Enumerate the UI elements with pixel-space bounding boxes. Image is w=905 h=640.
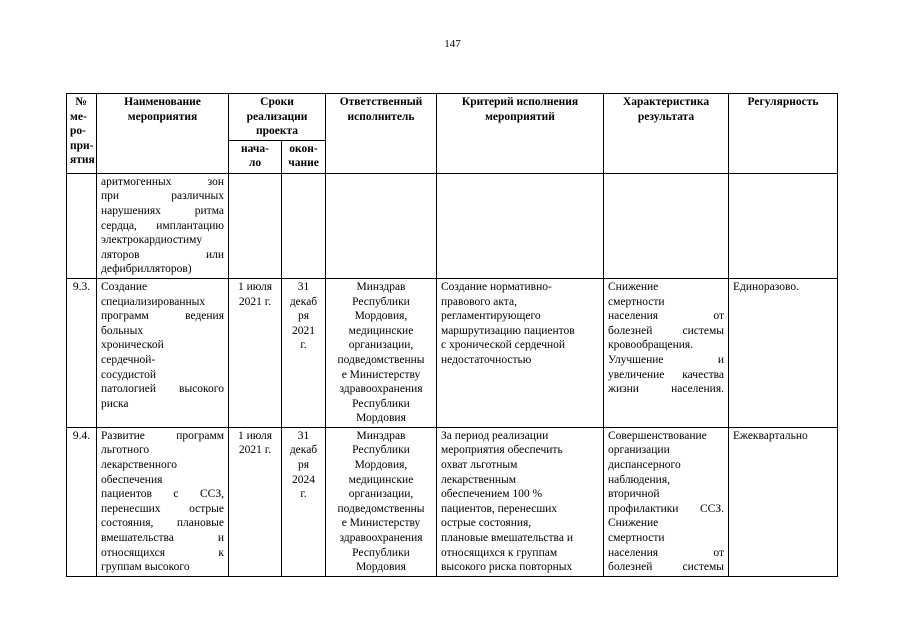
- measure-name-line: льготного: [101, 444, 150, 457]
- criterion-line: относящихся к группам: [441, 546, 558, 559]
- word: ритма: [194, 204, 224, 217]
- measure-name-line: [101, 487, 224, 502]
- word: при: [101, 190, 120, 203]
- regularity: Единоразово.: [729, 278, 838, 427]
- header-start: [229, 140, 282, 173]
- measure-name-line: сердечной-: [101, 353, 156, 366]
- word: населения: [608, 310, 659, 323]
- criterion-line: обеспечением 100 %: [441, 488, 543, 501]
- word: имплантацию: [156, 219, 224, 232]
- word: к: [218, 546, 224, 559]
- result-line: вторичной: [608, 488, 660, 501]
- table-row: [67, 278, 838, 427]
- measure-name-line: больных: [101, 324, 144, 337]
- responsible-line: медицинские: [348, 324, 414, 337]
- word: Развитие: [101, 429, 145, 442]
- measure-name-line: специализированных: [101, 295, 206, 308]
- result-line: [608, 560, 724, 575]
- measure-name-line: [101, 546, 224, 561]
- word: и: [717, 353, 724, 366]
- word: ведения: [185, 310, 224, 323]
- responsible: [326, 278, 437, 427]
- start-date-line: 1 июля: [237, 280, 273, 293]
- measures-table: [66, 93, 838, 577]
- end-date-line: ря: [297, 310, 310, 323]
- result-line: Снижение: [608, 517, 659, 530]
- result-line: диспансерного: [608, 459, 681, 472]
- measure-name-line: [101, 204, 224, 219]
- result-line: Совершенствование: [608, 429, 707, 442]
- header-end: [282, 140, 326, 173]
- result: [604, 278, 729, 427]
- result-line: организации: [608, 444, 670, 457]
- measure-name-line: лекарственного: [101, 459, 177, 472]
- end-date-line: 2024: [292, 473, 315, 486]
- criterion-line: маршрутизацию пациентов: [441, 324, 575, 337]
- responsible-line: организации,: [348, 488, 414, 501]
- measure-name-line: риска: [101, 397, 129, 410]
- responsible: [326, 427, 437, 576]
- start-date-line: 2021 г.: [238, 444, 272, 457]
- header-number-line: ро-: [70, 125, 86, 138]
- criterion-line: правового акта,: [441, 295, 517, 308]
- measure-name-line: [101, 309, 224, 324]
- responsible-line: Мордовия,: [354, 310, 408, 323]
- word: высокого: [179, 383, 224, 396]
- measure-name: [97, 278, 229, 427]
- criterion: [437, 278, 604, 427]
- measure-name-line: электрокардиостиму: [101, 234, 203, 247]
- start-date: [229, 173, 282, 278]
- responsible-line: здравоохранения: [339, 383, 423, 396]
- header-responsible: [326, 94, 437, 174]
- result: [604, 173, 729, 278]
- measure-name-line: [101, 516, 224, 531]
- table-row: [67, 427, 838, 576]
- word: зон: [207, 175, 224, 188]
- end-date-line: г.: [300, 488, 307, 501]
- start-date-line: 2021 г.: [238, 295, 272, 308]
- row-number: 9.3.: [67, 278, 97, 427]
- criterion-line: мероприятия обеспечить: [441, 444, 563, 457]
- criterion-line: плановые вмешательства и: [441, 532, 573, 545]
- measure-name: [97, 427, 229, 576]
- header-result-line: результата: [637, 110, 695, 123]
- header-dates-line: реализации: [246, 110, 308, 123]
- row-number: 9.4.: [67, 427, 97, 576]
- word: болезней: [608, 561, 653, 574]
- measure-name-line: хронической: [101, 339, 164, 352]
- responsible-line: Мордовия: [356, 561, 406, 574]
- responsible-line: Республики: [352, 444, 410, 457]
- word: профилактики: [608, 502, 679, 515]
- measure-name-line: группам высокого: [101, 561, 190, 574]
- criterion-line: Создание нормативно-: [441, 280, 552, 293]
- header-responsible-line: Ответственный: [339, 96, 423, 108]
- header-number-line: ме-: [70, 110, 87, 123]
- word: системы: [682, 324, 724, 337]
- word: и: [217, 532, 224, 545]
- result: [604, 427, 729, 576]
- word: от: [713, 546, 724, 559]
- word: жизни: [608, 383, 639, 396]
- result-line: [608, 309, 724, 324]
- result-line: наблюдения,: [608, 473, 670, 486]
- measure-name-line: обеспечения: [101, 473, 163, 486]
- word: от: [713, 310, 724, 323]
- word: патологией: [101, 383, 157, 396]
- result-line: смертности: [608, 295, 665, 308]
- end-date-line: 2021: [292, 324, 315, 337]
- measure-name-line: [101, 248, 224, 263]
- word: аритмогенных: [101, 175, 172, 188]
- table-row: [67, 173, 838, 278]
- header-name-line: Наименование: [124, 96, 201, 108]
- responsible-line: Республики: [352, 546, 410, 559]
- word: увеличение: [608, 368, 665, 381]
- measure-name-line: [101, 382, 224, 397]
- start-date: [229, 278, 282, 427]
- header-criterion: [437, 94, 604, 174]
- header-end-line: окон-: [289, 142, 318, 155]
- word: качества: [682, 368, 724, 381]
- regularity: [729, 173, 838, 278]
- result-line: [608, 382, 724, 397]
- responsible-line: Мордовия: [356, 412, 406, 425]
- responsible-line: Мордовия,: [354, 459, 408, 472]
- word: состояния,: [101, 517, 154, 530]
- word: вмешательства: [101, 532, 174, 545]
- header-number-line: ятия: [70, 154, 95, 167]
- header-dates-line: проекта: [255, 125, 299, 138]
- criterion-line: За период реализации: [441, 429, 549, 442]
- header-result-line: Характеристика: [622, 96, 710, 108]
- responsible-line: е Министерству: [341, 368, 421, 381]
- criterion-line: высокого риска повторных: [441, 561, 573, 574]
- header-number-line: №: [75, 96, 87, 108]
- header-row: [67, 94, 838, 141]
- end-date: [282, 173, 326, 278]
- word: различных: [171, 190, 224, 203]
- regularity: Ежеквартально: [729, 427, 838, 576]
- result-line: Снижение: [608, 280, 659, 293]
- result-line: кровообращения.: [608, 339, 694, 352]
- measure-name-line: [101, 429, 224, 444]
- header-result: [604, 94, 729, 174]
- criterion-line: охват льготным: [441, 459, 518, 472]
- row-number: [67, 173, 97, 278]
- header-dates-line: Сроки: [260, 96, 294, 108]
- header-criterion-line: мероприятий: [485, 110, 555, 123]
- criterion-line: острые состояния,: [441, 517, 532, 530]
- start-date-line: 1 июля: [237, 429, 273, 442]
- criterion: [437, 173, 604, 278]
- responsible-line: здравоохранения: [339, 532, 423, 545]
- result-line: [608, 546, 724, 561]
- word: населения: [608, 546, 659, 559]
- word: программ: [176, 429, 224, 442]
- result-line: [608, 502, 724, 517]
- measure-name: [97, 173, 229, 278]
- responsible-line: организации,: [348, 339, 414, 352]
- criterion-line: лекарственным: [441, 473, 517, 486]
- end-date: [282, 278, 326, 427]
- header-name-line: мероприятия: [127, 110, 198, 123]
- end-date-line: 31: [297, 280, 310, 293]
- result-line: [608, 353, 724, 368]
- result-line: смертности: [608, 532, 665, 545]
- header-number: [67, 94, 97, 174]
- start-date: [229, 427, 282, 576]
- header-start-line: нача-: [241, 142, 269, 155]
- responsible-line: подведомственны: [337, 502, 425, 515]
- end-date: [282, 427, 326, 576]
- header-dates: [229, 94, 326, 141]
- responsible-line: Минздрав: [356, 429, 406, 442]
- header-end-line: чание: [288, 157, 319, 170]
- word: программ: [101, 310, 149, 323]
- measure-name-line: сосудистой: [101, 368, 157, 381]
- end-date-line: декаб: [289, 444, 318, 457]
- word: системы: [682, 561, 724, 574]
- word: острые: [189, 502, 224, 515]
- word: Улучшение: [608, 353, 664, 366]
- word: плановые: [176, 517, 224, 530]
- word: с: [173, 488, 179, 501]
- header-start-line: ло: [248, 157, 262, 170]
- word: ССЗ.: [700, 502, 724, 515]
- word: населения.: [671, 383, 724, 396]
- word: перенесших: [101, 502, 161, 515]
- criterion-line: недостаточностью: [441, 353, 532, 366]
- header-responsible-line: исполнитель: [347, 110, 415, 123]
- responsible-line: медицинские: [348, 473, 414, 486]
- result-line: [608, 324, 724, 339]
- end-date-line: декаб: [289, 295, 318, 308]
- criterion: [437, 427, 604, 576]
- responsible: [326, 173, 437, 278]
- word: болезней: [608, 324, 653, 337]
- table-body: [67, 173, 838, 576]
- word: нарушениях: [101, 204, 161, 217]
- word: сердца,: [101, 219, 137, 232]
- end-date-line: 31: [297, 429, 310, 442]
- header-criterion-line: Критерий исполнения: [461, 96, 579, 108]
- responsible-line: Республики: [352, 295, 410, 308]
- header-regularity: [729, 94, 838, 174]
- end-date-line: г.: [300, 339, 307, 352]
- criterion-line: пациентов, перенесших: [441, 502, 558, 515]
- word: относящихся: [101, 546, 166, 559]
- responsible-line: подведомственны: [337, 353, 425, 366]
- measure-name-line: [101, 175, 224, 190]
- word: ляторов: [101, 248, 140, 261]
- responsible-line: Республики: [352, 397, 410, 410]
- responsible-line: Минздрав: [356, 280, 406, 293]
- measure-name-line: Создание: [101, 280, 148, 293]
- header-name: [97, 94, 229, 174]
- criterion-line: с хронической сердечной: [441, 339, 566, 352]
- word: ССЗ,: [200, 488, 224, 501]
- responsible-line: е Министерству: [341, 517, 421, 530]
- header-regularity-label: Регулярность: [747, 96, 819, 108]
- measure-name-line: дефибрилляторов): [101, 263, 192, 276]
- criterion-line: регламентирующего: [441, 310, 541, 323]
- result-line: [608, 368, 724, 383]
- header-number-line: при-: [70, 139, 94, 152]
- page-number: 147: [444, 38, 461, 50]
- measure-name-line: [101, 502, 224, 517]
- end-date-line: ря: [297, 459, 310, 472]
- word: или: [205, 248, 224, 261]
- measure-name-line: [101, 189, 224, 204]
- measure-name-line: [101, 531, 224, 546]
- word: пациентов: [101, 488, 152, 501]
- measure-name-line: [101, 219, 224, 234]
